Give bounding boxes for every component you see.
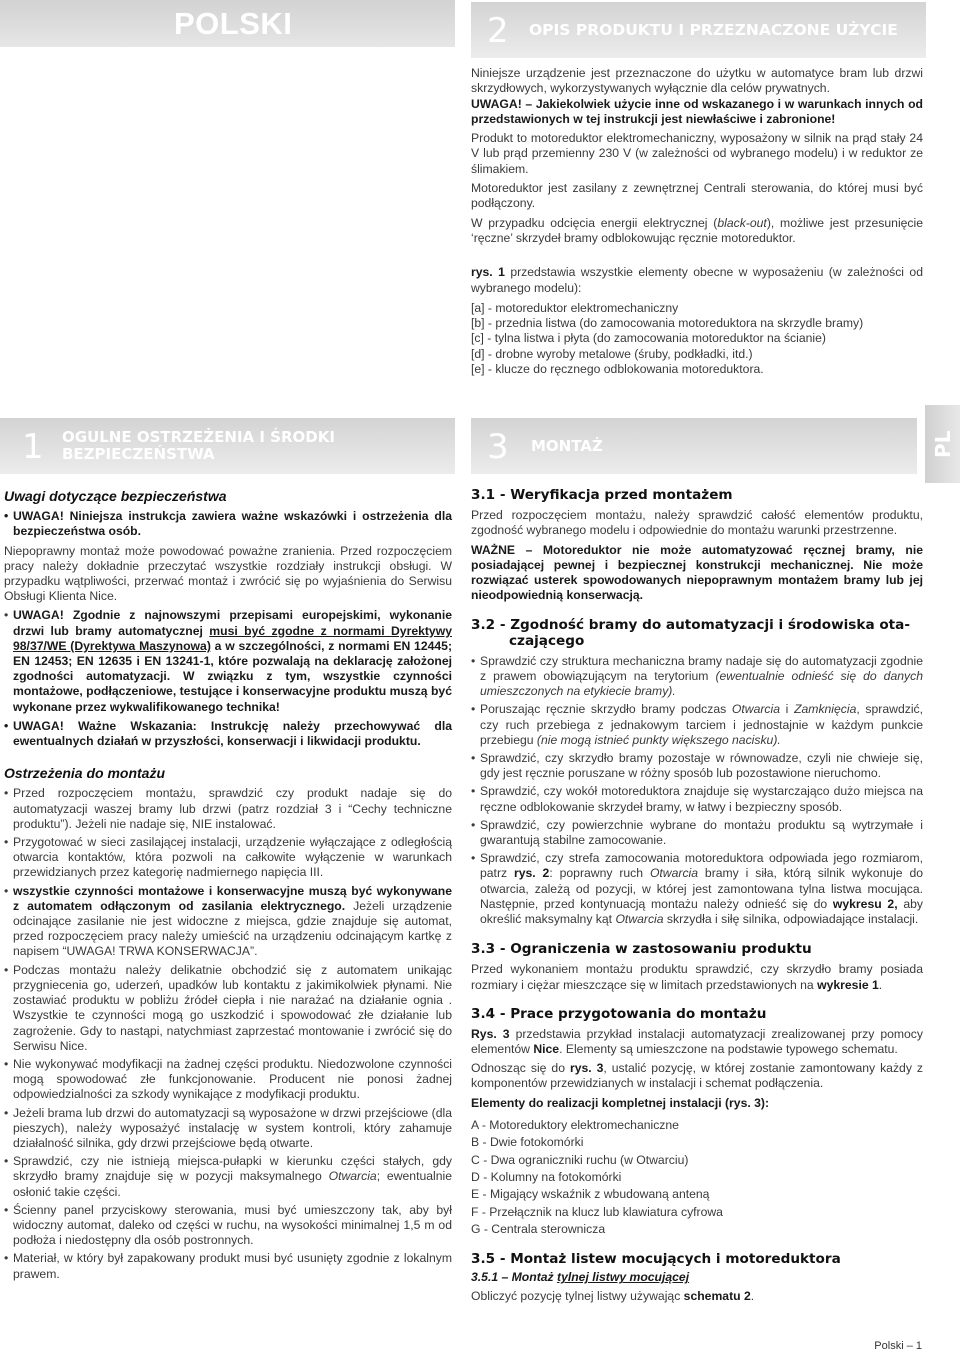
bullet-item: • Sprawdzić, czy strefa zamocowania motoreduktora odpowiada jego rozmiarom, patrz rys. 2: poprawny ruch Otwarcia bramy i siła, którą silnik wykonuje do otwarcia, zależą od pozycji, w której jest zamontowana tylna listwa mocująca. Następnie, przed kontynuacją montażu należy odnieść się do wykresu 2, aby określić maksymalny kąt Otwarcia skrzydła i siłę silnika, odpowiadające instalacji. — [471, 851, 923, 927]
bullet-item: • Sprawdzić, czy wokół motoreduktora znajduje się wystarczająco dużo miejsca na ręczne odblokowanie skrzydeł bramy, w łatwy i bezpieczny sposób. — [471, 784, 923, 814]
subsubsection-heading: 3.5.1 – Montaż tylnej listwy mocującej — [471, 1270, 690, 1285]
important-paragraph: WAŻNE – Motoreduktor nie może automatyzować ręcznej bramy, nie posiadającej pewnej i bezpiecznej konstrukcji mechanicznej. Nie może rozwiązać usterek spowodowanych niepoprawnym montażem bramy lub jej nieodpowiednią konserwacją. — [471, 542, 923, 603]
subsection-heading: 3.2 - Zgodność bramy do automatyzacji i środowiska ota- — [471, 617, 910, 634]
section-1-body — [4, 489, 452, 1282]
language-header: POLSKI — [0, 0, 455, 47]
component-list — [471, 301, 923, 377]
subheading: Ostrzeżenia do montażu — [4, 765, 166, 782]
paragraph: Motoreduktor jest zasilany z zewnętrznej Centrali sterowania, do której musi być podłączony. — [471, 181, 923, 211]
subsection-heading-cont: czającego — [509, 632, 585, 649]
paragraph: Obliczyć pozycję tylnej listwy używając schematu 2. — [471, 1288, 755, 1303]
section-3-header — [471, 418, 917, 474]
section-2-title: OPIS PRODUKTU I PRZEZNACZONE UŻYCIE — [529, 21, 898, 39]
element-list — [471, 1117, 923, 1238]
list-item: [a] - motoreduktor elektromechaniczny — [471, 300, 679, 315]
warning-paragraph: UWAGA! – Jakiekolwiek użycie inne od wskazanego i w warunkach innych od przedstawionych w tej instrukcji jest niewłaściwe i zabronione! — [471, 96, 923, 126]
bullet-item: • Ścienny panel przyciskowy sterowania, musi być umieszczony tak, aby był widoczny automat, daleko od części w ruchu, na wysokości minimalnej 1,5 m od podłoża i niedostępny dla osób postronnych. — [4, 1203, 452, 1249]
language-tab: PL — [925, 405, 960, 483]
list-item: [b] - przednia listwa (do zamocowania motoreduktora na skrzydle bramy) — [471, 316, 864, 331]
paragraph: Odnosząc się do rys. 3, ustalić pozycję, w której zostanie zamontowany każdy z komponentów przewidzianych w instalacji i schemat podłączenia. — [471, 1060, 923, 1090]
paragraph: rys. 1 przedstawia wszystkie elementy obecne w wyposażeniu (w zależności od wybranego modelu): — [471, 265, 923, 295]
list-item: [d] - drobne wyroby metalowe (śruby, podkładki, itd.) — [471, 346, 753, 361]
subsection-heading: 3.3 - Ograniczenia w zastosowaniu produktu — [471, 941, 812, 958]
section-1-header — [0, 418, 455, 474]
bullet-item: • Przed rozpoczęciem montażu, sprawdzić czy produkt nadaje się do automatyzacji waszej bramy lub drzwi (patrz rozdział 3 i “Cechy techniczne produktu”). Jeżeli nie nadaje się, NIE instalować. — [4, 786, 452, 832]
bullet-item: • Podczas montażu należy delikatnie obchodzić się z automatem unikając przygniecenia go, uderzeń, upadków lub kontaktu z jakimikolwiek płynami. Nie zostawiać produktu w pobliżu źródeł ciepła i nie narażać na działanie ognia . Wszystkie te czynności mogą go uszkodzić i spowodować złe działanie lub zagrożenie. Gdy to nastąpi, natychmiast zaprzestać montowanie i zwrócić się do Serwisu Nice. — [4, 963, 452, 1054]
section-1-title-line2: BEZPIECZEŃSTWA — [62, 445, 215, 463]
list-item: A - Motoreduktory elektromechaniczne — [471, 1118, 679, 1133]
subsection-heading: 3.4 - Prace przygotowania do montażu — [471, 1005, 767, 1022]
paragraph: Przed wykonaniem montażu produktu sprawdzić, czy skrzydło bramy posiada rozmiary i ciężar mieszczące się w limitach przedstawionych na wykresie 1. — [471, 962, 923, 992]
bullet-item: • Przygotować w sieci zasilającej instalacji, urządzenie wyłączające z odległością otwarcia kontaktów, która pozwoli na całkowite wyłączenie w warunkach przewidzianych przez kategorię nadmiernego napięcia III. — [4, 835, 452, 881]
bullet-item: • wszystkie czynności montażowe i konserwacyjne muszą być wykonywane z automatem odłączonym od zasilania elektrycznego. Jeżeli urządzenie odcinające zasilanie nie jest widoczne z miejsca, gdzie znajduje się automat, przed rozpoczęciem pracy należy umieścić na urządzeniu odcinającym kartkę z napisem “UWAGA! TRWA KONSERWACJA”. — [4, 884, 452, 960]
subsection-heading: 3.1 - Weryfikacja przed montażem — [471, 487, 733, 503]
bullet-item: • Sprawdzić czy struktura mechaniczna bramy nadaje się do automatyzacji zgodnie z prawem obowiązującym na terytorium (ewentualnie odnieść się do danych umieszczonych na etykiecie bramy). — [471, 654, 923, 700]
list-item: D - Kolumny na fotokomórki — [471, 1170, 622, 1184]
list-item: [e] - klucze do ręcznego odblokowania motoreduktora. — [471, 362, 764, 377]
list-item: [c] - tylna listwa i płyta (do zamocowania motoreduktor na ścianie) — [471, 331, 826, 346]
page-footer: Polski – 1 — [874, 1340, 922, 1352]
section-2-body — [471, 66, 923, 377]
section-3-body — [471, 488, 923, 1304]
paragraph: Niniejsze urządzenie jest przeznaczone do użytku w automatyce bram lub drzwi skrzydłowych, wykorzystywanych wyłącznie dla celów prywatnych. — [471, 66, 923, 96]
bullet-item: • UWAGA! Niniejsza instrukcja zawiera ważne wskazówki i ostrzeżenia dla bezpieczeństwa osób. — [4, 509, 452, 539]
bullet-item: • UWAGA! Zgodnie z najnowszymi przepisami europejskimi, wykonanie drzwi lub bramy automatycznej musi być zgodne z normami Dyrektywy 98/37/WE (Dyrektywa Maszynowa) a w szczególności, z normami EN 12445; EN 12453; EN 12635 i EN 13241-1, które pozwalają na deklarację założonej zgodności automatyzacji. W związku z tym, wszystkie czynności montażowe, podłączeniowe, testujące i konserwacyjne produktu muszą być wykonane przez wykwalifikowanego technika! — [4, 608, 452, 714]
list-item: E - Migający wskaźnik z wbudowaną anteną — [471, 1187, 710, 1202]
section-3-number: 3 — [487, 427, 509, 467]
list-item: G - Centrala sterownicza — [471, 1221, 606, 1236]
bullet-item: • Nie wykonywać modyfikacji na żadnej części produktu. Niedozwolone czynności mogą spowodować złe funkcjonowanie. Producent nie ponosi żadnej odpowiedzialności za szkody wynikające z modyfikacji produktu. — [4, 1057, 452, 1103]
bullet-item: • Sprawdzić, czy nie istnieją miejsca-pułapki w kierunku części stałych, gdy skrzydło bramy znajduje się w pozycji maksymalnego Otwarcia; ewentualnie osłonić takie części. — [4, 1154, 452, 1200]
subsection-heading: 3.5 - Montaż listew mocujących i motoreduktora — [471, 1251, 841, 1268]
bullet-item: • Sprawdzić, czy powierzchnie wybrane do montażu produktu są wytrzymałe i gwarantują stabilne zamocowanie. — [471, 818, 923, 848]
list-item: F - Przełącznik na klucz lub klawiatura cyfrowa — [471, 1204, 723, 1219]
section-3-title: MONTAŻ — [531, 437, 603, 455]
section-2-number: 2 — [487, 11, 509, 51]
paragraph: W przypadku odcięcia energii elektrycznej (black-out), możliwe jest przesunięcie ‘ręczne’ skrzydeł bramy odblokowując ręcznie motoreduktor. — [471, 215, 924, 245]
bullet-item: • Jeżeli brama lub drzwi do automatyzacji są wyposażone w drzwi przejściowe (dla pieszych), należy wyposażyć instalację w system kontroli, który zahamuje działalność silnika, gdy drzwi przejściowe będą otwarte. — [4, 1106, 452, 1152]
section-1-number: 1 — [22, 427, 44, 467]
list-item: B - Dwie fotokomórki — [471, 1135, 584, 1150]
section-2-header — [471, 2, 926, 58]
bullet-item: • Materiał, w który był zapakowany produkt musi być usunięty zgodnie z lokalnym prawem. — [4, 1251, 452, 1281]
section-1-title-line1: OGULNE OSTRZEŻENIA I ŚRODKI — [62, 428, 335, 446]
paragraph: Przed rozpoczęciem montażu, należy sprawdzić całość elementów produktu, zgodność wybranego modelu i odpowiednie do montażu warunki przestrzenne. — [471, 508, 923, 538]
bullet-item: • UWAGA! Ważne Wskazania: Instrukcję należy przechowywać dla ewentualnych działań w przyszłości, konserwacji i likwidacji produktu. — [4, 719, 452, 749]
subheading: Uwagi dotyczące bezpieczeństwa — [4, 488, 227, 504]
paragraph: Elementy do realizacji kompletnej instalacji (rys. 3): — [471, 1095, 770, 1110]
paragraph: Rys. 3 przedstawia przykład instalacji automatyzacji zrealizowanej przy pomocy elementów Nice. Elementy są umieszczone na podstawie typowego schematu. — [471, 1027, 923, 1057]
bullet-item: • Sprawdzić, czy skrzydło bramy pozostaje w równowadze, czyli nie chwieje się, gdy jest ręcznie poruszane w różny sposób lub pozostawione nieruchomo. — [471, 751, 923, 781]
list-item: C - Dwa ograniczniki ruchu (w Otwarciu) — [471, 1152, 689, 1167]
paragraph: Produkt to motoreduktor elektromechaniczny, wyposażony w silnik na prąd stały 24 V lub prąd przemienny 230 V (w zależności od wybranego modelu) i w reduktor ze ślimakiem. — [471, 131, 923, 176]
paragraph: Niepoprawny montaż może powodować poważne zranienia. Przed rozpoczęciem pracy należy dokładnie przeczytać wszystkie rozdziały instrukcji obsługi. W przypadku wątpliwości, przerwać montaż i zwrócić się po wyjaśnienia do Serwisu Obsługi Klienta Nice. — [4, 543, 452, 604]
bullet-item: • Poruszając ręcznie skrzydło bramy podczas Otwarcia i Zamknięcia, sprawdzić, czy ruch przebiega z jednakowym tarciem i jednostajnie w każdym punkcie przebiegu (nie mogą istnieć punkty większego nacisku). — [471, 702, 923, 748]
